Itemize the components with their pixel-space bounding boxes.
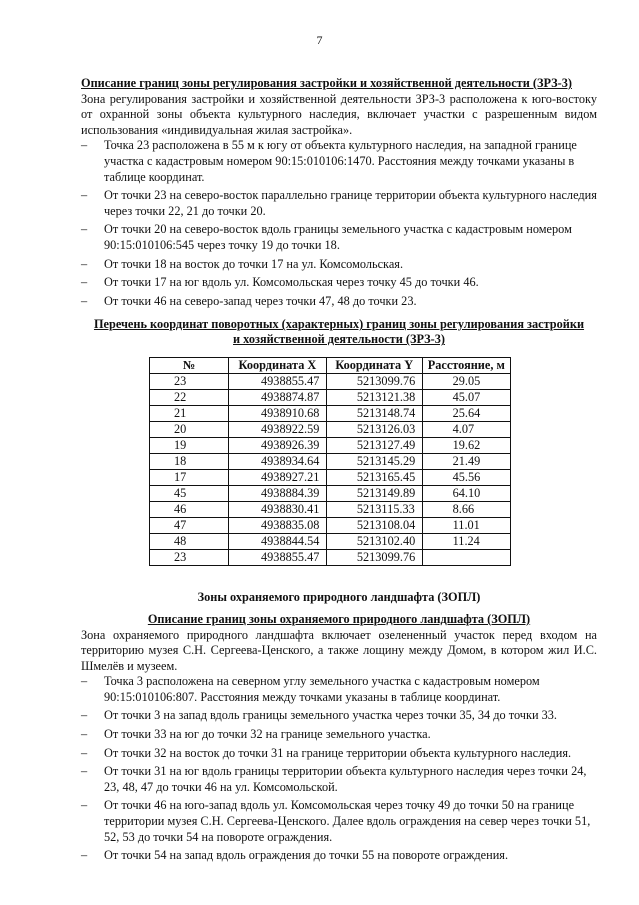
- table-row: [150, 550, 511, 566]
- dash-marker: –: [81, 745, 88, 760]
- cell-distance: 45.07: [422, 390, 510, 406]
- cell-coord-y: 5213148.74: [326, 406, 422, 422]
- cell-number: 46: [150, 502, 229, 518]
- cell-distance: 19.62: [422, 438, 510, 454]
- table-row: [150, 518, 511, 534]
- cell-coord-x: 4938922.59: [229, 422, 327, 438]
- zopl-intro: Зона охраняемого природного ландшафта включает озелененный участок перед входом на территорию музея С.Н. Сергеева-Ценского, а также лощину между Домом, в котором жил И.С. Шмелёв и музеем.: [81, 627, 597, 673]
- cell-coord-x: 4938830.41: [229, 502, 327, 518]
- cell-coord-y: 5213165.45: [326, 470, 422, 486]
- zopl-bullet-list: [81, 674, 597, 864]
- page-number: 7: [316, 33, 323, 47]
- cell-coord-y: 5213145.29: [326, 454, 422, 470]
- cell-number: 45: [150, 486, 229, 502]
- document-body: [81, 76, 597, 867]
- cell-coord-x: 4938934.64: [229, 454, 327, 470]
- cell-distance: 29.05: [422, 374, 510, 390]
- column-header-number: №: [150, 358, 229, 374]
- table-row: [150, 502, 511, 518]
- list-item: – От точки 54 на запад вдоль ограждения до точки 55 на повороте ограждения.: [81, 848, 509, 863]
- cell-coord-x: 4938910.68: [229, 406, 327, 422]
- dash-marker: –: [81, 275, 88, 290]
- dash-marker: –: [81, 256, 88, 271]
- dash-marker: –: [81, 798, 88, 813]
- dash-marker: –: [81, 188, 88, 203]
- dash-marker: –: [81, 708, 88, 723]
- list-item: – От точки 23 на северо-восток параллельно границе территории объекта культурного наследия через точки 22, 21 до точки 20.: [81, 188, 597, 218]
- zrz3-heading: Описание границ зоны регулирования застройки и хозяйственной деятельности (ЗРЗ-3): [81, 76, 572, 90]
- cell-number: 23: [150, 550, 229, 566]
- list-item: – От точки 46 на северо-запад через точки 47, 48 до точки 23.: [81, 293, 417, 308]
- cell-number: 20: [150, 422, 229, 438]
- table-header-row: [150, 358, 511, 374]
- cell-coord-x: 4938855.47: [229, 374, 327, 390]
- list-item: – Точка 3 расположена на северном углу земельного участка с кадастровым номером 90:15:010106:807. Расстояния между точками указаны в таблице координат.: [81, 674, 540, 704]
- cell-number: 48: [150, 534, 229, 550]
- zrz3-bullet-list: [81, 138, 597, 309]
- column-header-y: Координата Y: [326, 358, 422, 374]
- list-item: – От точки 18 на восток до точки 17 на ул. Комсомольская.: [81, 256, 404, 271]
- cell-number: 21: [150, 406, 229, 422]
- coordinates-table-body: [150, 374, 511, 566]
- cell-number: 47: [150, 518, 229, 534]
- table-row: [150, 422, 511, 438]
- list-item: – От точки 33 на юг до точки 32 на границе земельного участка.: [81, 727, 431, 742]
- cell-coord-x: 4938874.87: [229, 390, 327, 406]
- cell-coord-y: 5213126.03: [326, 422, 422, 438]
- cell-distance: 4.07: [422, 422, 510, 438]
- list-item: – От точки 3 на запад вдоль границы земельного участка через точки 35, 34 до точки 33.: [81, 708, 557, 723]
- zopl-heading: Описание границ зоны охраняемого природного ландшафта (ЗОПЛ): [147, 611, 531, 626]
- dash-marker: –: [81, 674, 88, 689]
- table-row: [150, 534, 511, 550]
- cell-coord-y: 5213099.76: [326, 374, 422, 390]
- list-item: – От точки 17 на юг вдоль ул. Комсомольская через точку 45 до точки 46.: [81, 275, 479, 290]
- cell-coord-y: 5213108.04: [326, 518, 422, 534]
- list-item: – От точки 31 на юг вдоль границы территории объекта культурного наследия через точки 24, 23, 48, 47 до точки 46 на ул. Комсомольской.: [81, 764, 587, 794]
- cell-distance: 11.24: [422, 534, 510, 550]
- coordinates-table: [149, 357, 511, 566]
- table-row: [150, 470, 511, 486]
- cell-distance: 45.56: [422, 470, 510, 486]
- list-item: – От точки 32 на восток до точки 31 на границе территории объекта культурного наследия.: [81, 745, 572, 760]
- table-row: [150, 486, 511, 502]
- dash-marker: –: [81, 138, 88, 153]
- coords-table-title: Перечень координат поворотных (характерных) границ зоны регулирования застройки и хозяйственной деятельности (ЗРЗ-3): [93, 317, 585, 347]
- cell-coord-y: 5213115.33: [326, 502, 422, 518]
- cell-coord-x: 4938926.39: [229, 438, 327, 454]
- cell-coord-y: 5213121.38: [326, 390, 422, 406]
- dash-marker: –: [81, 764, 88, 779]
- list-item: – От точки 20 на северо-восток вдоль границы земельного участка с кадастровым номером 90:15:010106:545 через точку 19 до точки 18.: [81, 222, 572, 252]
- zopl-section-title: Зоны охраняемого природного ландшафта (ЗОПЛ): [197, 590, 481, 605]
- cell-distance: 21.49: [422, 454, 510, 470]
- dash-marker: –: [81, 727, 88, 742]
- cell-number: 22: [150, 390, 229, 406]
- dash-marker: –: [81, 222, 88, 237]
- cell-number: 18: [150, 454, 229, 470]
- zrz3-intro: Зона регулирования застройки и хозяйственной деятельности ЗРЗ-3 расположена к юго-востоку от охранной зоны объекта культурного наследия, включает участки с разрешенным видом использования «индивидуальная жилая застройка».: [81, 91, 597, 137]
- cell-coord-y: 5213102.40: [326, 534, 422, 550]
- cell-coord-x: 4938855.47: [229, 550, 327, 566]
- column-header-distance: Расстояние, м: [422, 358, 510, 374]
- cell-coord-x: 4938835.08: [229, 518, 327, 534]
- cell-distance: 8.66: [422, 502, 510, 518]
- column-header-x: Координата X: [229, 358, 327, 374]
- cell-coord-y: 5213149.89: [326, 486, 422, 502]
- cell-coord-y: 5213099.76: [326, 550, 422, 566]
- cell-number: 17: [150, 470, 229, 486]
- cell-distance: [422, 550, 510, 566]
- cell-distance: 11.01: [422, 518, 510, 534]
- cell-number: 19: [150, 438, 229, 454]
- cell-coord-y: 5213127.49: [326, 438, 422, 454]
- cell-number: 23: [150, 374, 229, 390]
- table-row: [150, 454, 511, 470]
- table-row: [150, 406, 511, 422]
- table-row: [150, 374, 511, 390]
- cell-coord-x: 4938927.21: [229, 470, 327, 486]
- cell-distance: 25.64: [422, 406, 510, 422]
- table-row: [150, 438, 511, 454]
- dash-marker: –: [81, 848, 88, 863]
- cell-coord-x: 4938844.54: [229, 534, 327, 550]
- cell-distance: 64.10: [422, 486, 510, 502]
- list-item: – Точка 23 расположена в 55 м к югу от объекта культурного наследия, на западной границе участка с кадастровым номером 90:15:010106:1470. Расстояния между точками указаны в таблице координат.: [81, 138, 577, 184]
- cell-coord-x: 4938884.39: [229, 486, 327, 502]
- table-row: [150, 390, 511, 406]
- dash-marker: –: [81, 293, 88, 308]
- list-item: – От точки 46 на юго-запад вдоль ул. Комсомольская через точку 49 до точки 50 на границе территории музея С.Н. Сергеева-Ценского. Далее вдоль ограждения на север через точки 51, 52, 53 до точки 54 на повороте ограждения.: [81, 798, 591, 844]
